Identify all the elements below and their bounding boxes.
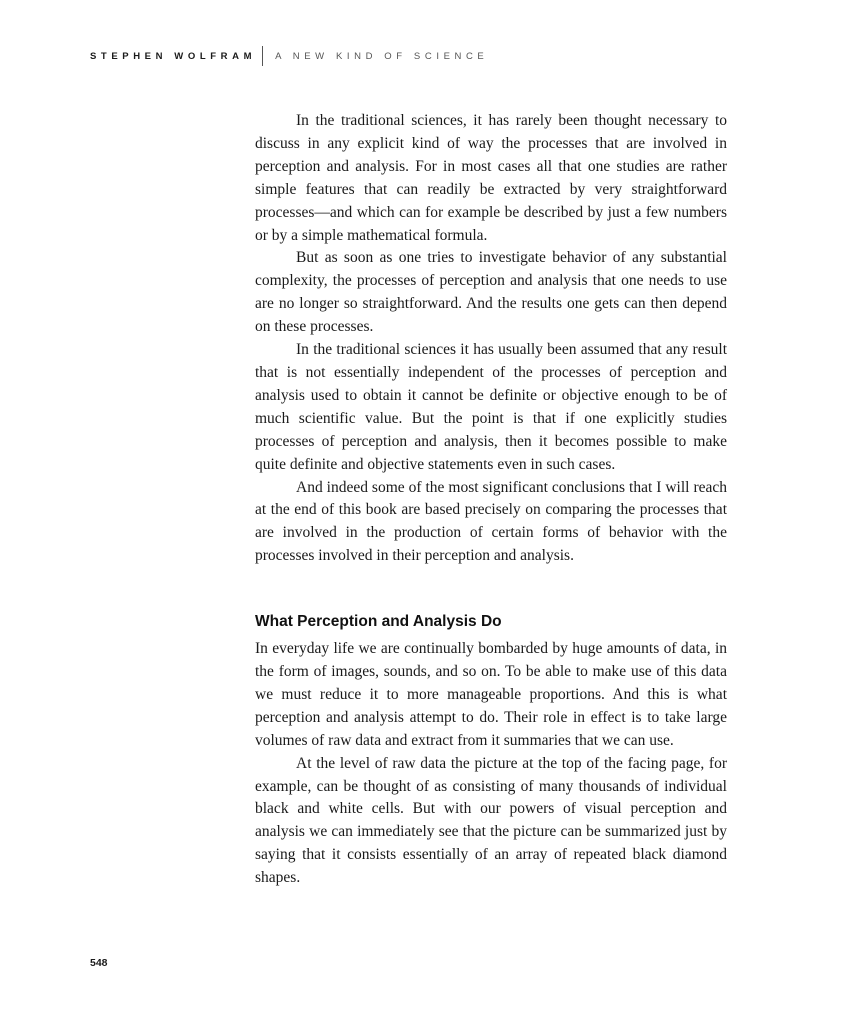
body-paragraph: In the traditional sciences, it has rarely been thought necessary to discuss in any explicit kind of way the processes that are involved in perception and analysis. For in most cases all that one studies are rather simple features that can readily be extracted by very straightforward processes—and which can for example be described by just a few numbers or by a simple mathematical formula. (255, 112, 727, 244)
running-head-divider (262, 46, 263, 66)
running-head-author: STEPHEN WOLFRAM (90, 50, 257, 62)
section-heading: What Perception and Analysis Do (255, 613, 502, 631)
body-paragraph: At the level of raw data the picture at the top of the facing page, for example, can be thought of as consisting of many thousands of individual black and white cells. But with our powers of visual perception and analysis we can immediately see that the picture can be summarized just by saying that it consists essentially of an array of repeated black diamond shapes. (255, 754, 727, 887)
body-paragraph: But as soon as one tries to investigate behavior of any substantial complexity, the processes of perception and analysis that one needs to use are no longer so straightforward. And the results one gets can then depend on these processes. (255, 249, 727, 336)
running-head (90, 46, 488, 66)
body-paragraph: And indeed some of the most significant conclusions that I will reach at the end of this book are based precisely on comparing the processes that are involved in the production of certain forms of behavior with the processes involved in their perception and analysis. (255, 478, 727, 565)
running-head-book-title: A NEW KIND OF SCIENCE (275, 50, 489, 62)
body-paragraph: In everyday life we are continually bombarded by huge amounts of data, in the form of images, sounds, and so on. To be able to make use of this data we must reduce it to more manageable proportions. And this is what perception and analysis attempt to do. Their role in effect is to take large volumes of raw data and extract from it summaries that we can use. (255, 640, 727, 749)
page-number: 548 (90, 957, 108, 969)
body-paragraph: In the traditional sciences it has usually been assumed that any result that is not essentially independent of the processes of perception and analysis used to obtain it cannot be definite or objective enough to be of much scientific value. But the point is that if one explicitly studies processes of perception and analysis, then it becomes possible to make quite definite and objective statements even in such cases. (255, 341, 727, 473)
main-text (255, 110, 727, 890)
